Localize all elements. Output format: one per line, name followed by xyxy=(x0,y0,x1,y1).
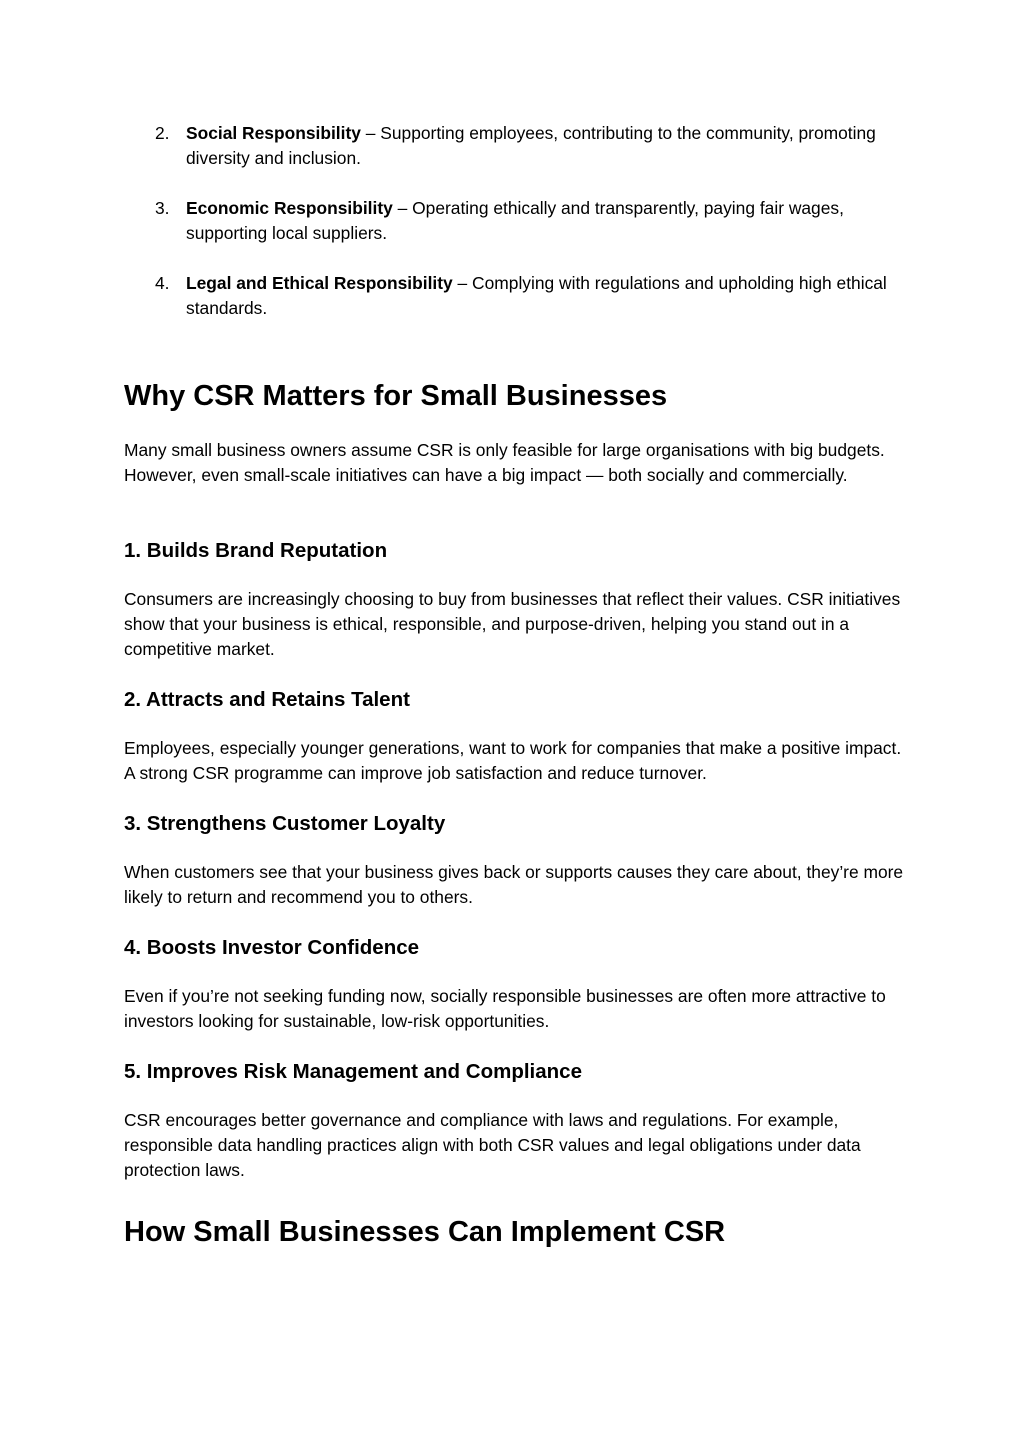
list-text: – Complying with regulations and upholding high ethical standards. xyxy=(186,273,887,318)
list-number: 2. xyxy=(155,123,170,143)
list-number: 4. xyxy=(155,273,170,293)
list-item xyxy=(124,271,904,321)
list-text: – Supporting employees, contributing to the community, promoting diversity and inclusion. xyxy=(186,123,876,168)
subheading-risk-management: 5. Improves Risk Management and Compliance xyxy=(124,1060,582,1083)
paragraph-talent: Employees, especially younger generations, want to work for companies that make a positive impact. A strong CSR programme can improve job satisfaction and reduce turnover. xyxy=(124,738,902,783)
subheading-brand-reputation: 1. Builds Brand Reputation xyxy=(124,539,388,562)
list-item xyxy=(124,121,904,171)
paragraph-customer-loyalty: When customers see that your business gives back or supports causes they care about, they’re more likely to return and recommend you to others. xyxy=(124,862,904,907)
subheading-customer-loyalty: 3. Strengthens Customer Loyalty xyxy=(124,812,446,835)
list-term: Social Responsibility xyxy=(186,123,361,143)
subheading-investor-confidence: 4. Boosts Investor Confidence xyxy=(124,936,420,959)
paragraph-risk-management: CSR encourages better governance and compliance with laws and regulations. For example, responsible data handling practices align with both CSR values and legal obligations under data protection laws. xyxy=(124,1110,861,1180)
list-number: 3. xyxy=(155,198,170,218)
paragraph-brand-reputation: Consumers are increasingly choosing to buy from businesses that reflect their values. CSR initiatives show that your business is ethical, responsible, and purpose-driven, helping you stand out in a competitive market. xyxy=(124,589,901,659)
list-text: – Operating ethically and transparently, paying fair wages, supporting local suppliers. xyxy=(186,198,844,243)
section-heading-why-csr: Why CSR Matters for Small Businesses xyxy=(124,380,668,412)
list-term: Economic Responsibility xyxy=(186,198,393,218)
paragraph-investor-confidence: Even if you’re not seeking funding now, socially responsible businesses are often more attractive to investors looking for sustainable, low-risk opportunities. xyxy=(124,986,886,1031)
list-item xyxy=(124,196,904,246)
subheading-talent: 2. Attracts and Retains Talent xyxy=(124,688,410,711)
section-intro-paragraph: Many small business owners assume CSR is only feasible for large organisations with big budgets. However, even small-scale initiatives can have a big impact — both socially and commercially. xyxy=(124,440,885,485)
list-term: Legal and Ethical Responsibility xyxy=(186,273,453,293)
responsibility-list xyxy=(124,121,904,346)
section-heading-implement-csr: How Small Businesses Can Implement CSR xyxy=(124,1216,726,1248)
